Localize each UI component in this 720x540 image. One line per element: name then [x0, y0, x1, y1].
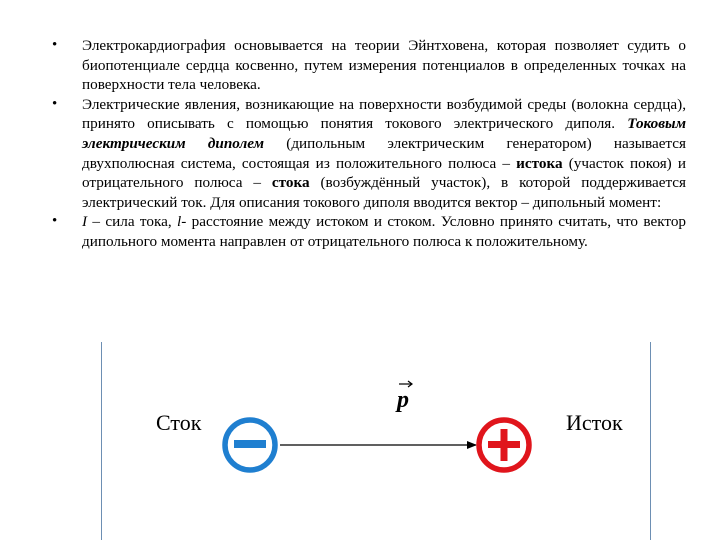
bullet-3-text-b: - расстояние между истоком и стоком. Условно принято считать, что вектор дипольного момента направлен от отрицательного полюса к положительному. [82, 213, 687, 250]
term-sink: стока [271, 174, 310, 192]
plus-vertical [501, 429, 508, 461]
negative-pole-icon [225, 420, 275, 470]
positive-pole-icon [479, 420, 529, 470]
sink-label: Сток [156, 410, 202, 435]
vector-p-symbol [395, 381, 412, 413]
bullet-1-text: Электрокардиография основывается на теории Эйнтховена, которая позволяет судить о биопотенциале сердца косвенно, путем измерения потенциалов в определенных точках на поверхности тела человека. [82, 37, 686, 94]
term-current-dipole: Токовым электрическим диполем [82, 115, 686, 152]
bullet-3-text-a: – сила тока, [87, 213, 178, 231]
bullet-2-text-d: (возбуждённый участок), в которой поддерживается электрический ток. Для описания токового диполя вводится вектор – дипольный момент: [82, 174, 687, 211]
bullet-dot: • [52, 37, 58, 53]
bullet-dot: • [52, 213, 58, 230]
bullet-2-text-c: (участок покоя) и отрицательного полюса – [82, 154, 687, 192]
bullet-dot: • [52, 95, 58, 112]
bullet-2-text-a: Электрические явления, возникающие на поверхности возбудимой среды (волокна сердца), принято описывать с помощью понятия токового электрического диполя. [82, 95, 686, 133]
bullet-2-text-b: (дипольным электрическим генератором) называется двухполюсная система, состоящая из положительного полюса – [82, 134, 686, 172]
minus-sign [234, 440, 266, 448]
symbol-length: l [177, 213, 182, 231]
symbol-current: I [82, 213, 88, 231]
source-label: Исток [566, 410, 623, 435]
term-source: истока [516, 154, 563, 172]
vector-p-letter: p [397, 387, 409, 413]
